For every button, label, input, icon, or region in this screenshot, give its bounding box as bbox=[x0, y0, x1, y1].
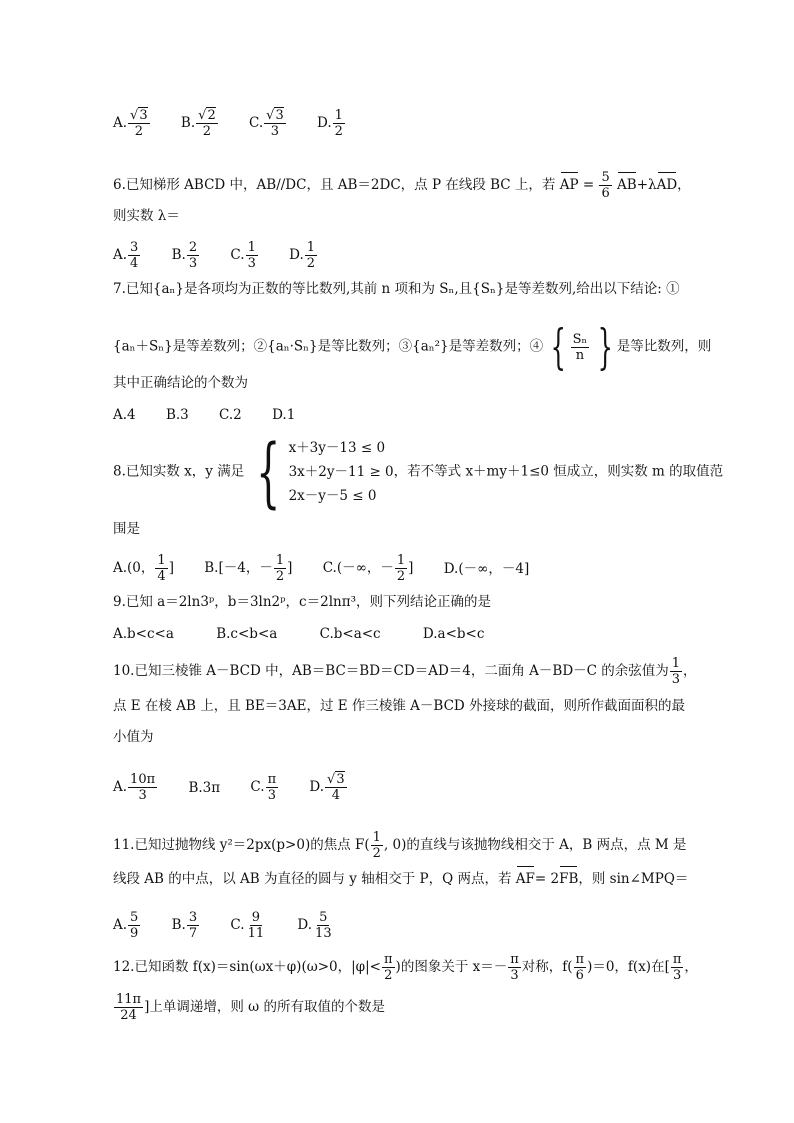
q10-option-c: C. $\frac{\pi}{3}$ bbox=[250, 772, 277, 803]
q11-options bbox=[113, 910, 361, 941]
q6-option-b: B. $\frac{2}{3}$ bbox=[171, 240, 198, 271]
q10-option-b: B.3π bbox=[188, 779, 221, 796]
q11-stem-2: 线段 AB 的中点，以 AB 为直径的圆与 y 轴相交于 P，Q 两点，若 AF= 2FB，则 sin∠MPQ＝ bbox=[113, 871, 689, 887]
q9-options bbox=[113, 624, 510, 643]
q6-options bbox=[113, 240, 344, 271]
q10-stem-3: 小值为 bbox=[113, 729, 154, 745]
q5-option-d: D. $\frac{1}{2}$ bbox=[317, 108, 343, 139]
q7-option-a: A.4 bbox=[113, 406, 136, 423]
q8-option-a: A.(0， $\frac{1}{4}$ ] bbox=[113, 553, 174, 584]
q8-option-d: D.(－∞，－4] bbox=[443, 560, 530, 577]
q11-stem: 11.已知过抛物线 y²＝2px(p>0)的焦点 F( $\frac{1}{2}$ , 0)的直线与该抛物线相交于 A，B 两点，点 M 是 bbox=[113, 830, 687, 861]
q7-option-c: C.2 bbox=[219, 406, 242, 423]
q6-option-d: D. $\frac{1}{2}$ bbox=[289, 240, 316, 271]
q10-option-a: A. $\frac{10\pi}{3}$ bbox=[113, 772, 156, 803]
vector-ad: AD bbox=[656, 177, 678, 193]
q8-stem-2: 围是 bbox=[113, 521, 140, 537]
q6-stem-2: 则实数 λ＝ bbox=[113, 208, 180, 224]
q6-stem: 6.已知梯形 ABCD 中，AB//DC，且 AB＝2DC，点 P 在线段 BC 上，若 AP = $\frac{5}{6}$ AB+λAD， bbox=[113, 170, 691, 201]
q8-options bbox=[113, 553, 555, 584]
q6-option-c: C. $\frac{1}{3}$ bbox=[230, 240, 256, 271]
q5-options bbox=[113, 108, 372, 139]
q7-option-d: D.1 bbox=[272, 406, 296, 423]
q9-stem: 9.已知 a＝2ln3ᵖ，b＝3ln2ᵖ，c＝2lnπ³，则下列结论正确的是 bbox=[113, 594, 491, 610]
q11-option-d: D. $\frac{5}{13}$ bbox=[297, 910, 332, 941]
q11-option-c: C. $\frac{9}{11}$ bbox=[230, 910, 265, 941]
q11-option-a: A. $\frac{5}{9}$ bbox=[113, 910, 139, 941]
q11-option-b: B. $\frac{3}{7}$ bbox=[171, 910, 198, 941]
inequality-system: x＋3y－13 ≤ 0 3x＋2y－11 ≥ 0 2x－y－5 ≤ 0 bbox=[288, 440, 394, 504]
q8-option-b: B.[－4，－ $\frac{1}{2}$ ] bbox=[204, 553, 293, 584]
q6-option-a: A. $\frac{3}{4}$ bbox=[113, 240, 139, 271]
q5-option-c: C. $\frac{√3}{3}$ bbox=[249, 108, 284, 139]
q9-option-c: C.b<a<c bbox=[319, 625, 381, 642]
q10-options bbox=[113, 772, 374, 803]
q7-options bbox=[113, 405, 321, 424]
q9-option-a: A.b<c<a bbox=[113, 625, 174, 642]
q5-option-a: A. $\frac{√3}{2}$ bbox=[113, 108, 148, 139]
q12-stem: 12.已知函数 f(x)＝sin(ωx＋φ)(ω>0，|φ|< $\frac{\pi}{2}$ )的图象关于 x＝－ $\frac{\pi}{3}$ 对称，f( $\frac{\pi}{6}$ )＝0，f(x)在[ $\frac{\pi}{3}$ ， bbox=[113, 952, 698, 983]
q12-stem-2: $\frac{11\pi}{24}$ ]上单调递增，则 ω 的所有取值的个数是 bbox=[116, 992, 385, 1023]
q7-option-b: B.3 bbox=[165, 406, 189, 423]
q7-stem-3: 其中正确结论的个数为 bbox=[113, 375, 248, 391]
vector-ab: AB bbox=[617, 177, 637, 193]
q7-stem: 7.已知{aₙ}是各项均为正数的等比数列,其前 n 项和为 Sₙ,且{Sₙ}是等差数列,给出以下结论: ① bbox=[113, 281, 680, 297]
vector-af: AF bbox=[515, 871, 535, 887]
q8-option-c: C.(－∞，－ $\frac{1}{2}$ ] bbox=[322, 553, 414, 584]
vector-fb: FB bbox=[559, 871, 579, 887]
q9-option-d: D.a<b<c bbox=[422, 625, 485, 642]
q8-stem: 8.已知实数 x，y 满足 { x＋3y－13 ≤ 0 3x＋2y－11 ≥ 0 2x－y－5 ≤ 0 ，若不等式 x＋my＋1≤0 恒成立，则实数 m 的取值范 bbox=[113, 427, 724, 516]
q10-stem: 10.已知三棱锥 A－BCD 中，AB＝BC＝BD＝CD＝AD＝4，二面角 A－BD－C 的余弦值为 $\frac{1}{3}$ ， bbox=[113, 656, 697, 687]
q7-stem-2: {aₙ＋Sₙ}是等差数列；②{aₙ·Sₙ}是等比数列；③{aₙ²}是等差数列；④ { $\frac{\text{Sₙ}}{n}$ } 是等比数列，则 bbox=[113, 319, 712, 375]
q9-option-b: B.c<b<a bbox=[216, 625, 278, 642]
q5-option-b: B. $\frac{√2}{2}$ bbox=[180, 108, 216, 139]
q10-option-d: D. $\frac{√3}{4}$ bbox=[309, 772, 345, 803]
q10-stem-2: 点 E 在棱 AB 上，且 BE＝3AE，过 E 作三棱锥 A－BCD 外接球的截面，则所作截面面积的最 bbox=[113, 698, 686, 714]
vector-ap: AP bbox=[559, 177, 579, 193]
